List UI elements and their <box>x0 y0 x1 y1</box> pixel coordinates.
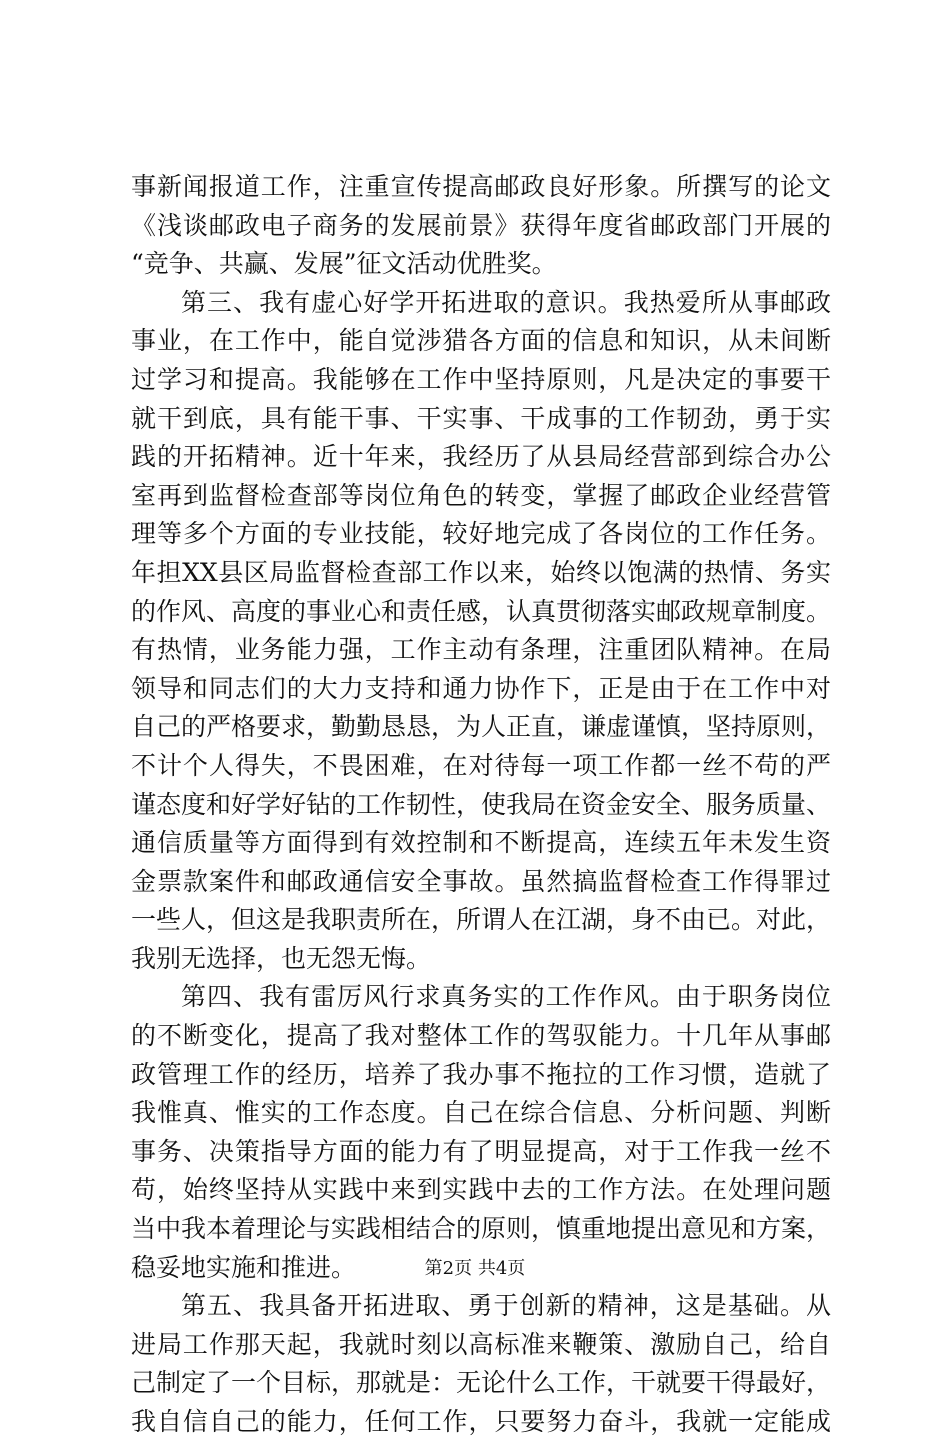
text-line: 的作风、高度的事业心和责任感，认真贯彻落实邮政规章制度。 <box>131 596 832 626</box>
text-line: 的不断变化，提高了我对整体工作的驾驭能力。十几年从事邮 <box>131 1021 831 1051</box>
text-line: 己制定了一个目标，那就是：无论什么工作，干就要干得最好， <box>131 1368 832 1398</box>
text-line: 我自信自己的能力，任何工作，只要努力奋斗，我就一定能成 <box>131 1407 831 1436</box>
text-line: 事务、决策指导方面的能力有了明显提高，对于工作我一丝不 <box>131 1136 831 1166</box>
text-line: 第五、我具备开拓进取、勇于创新的精神，这是基础。从 <box>181 1291 831 1321</box>
text-line: 践的开拓精神。近十年来，我经历了从县局经营部到综合办公 <box>131 442 831 472</box>
text-line: 通信质量等方面得到有效控制和不断提高，连续五年未发生资 <box>131 828 831 858</box>
text-line: 事新闻报道工作，注重宣传提高邮政良好形象。所撰写的论文 <box>131 172 831 201</box>
text-line: 过学习和提高。我能够在工作中坚持原则，凡是决定的事要干 <box>131 364 831 394</box>
text-line: 《浅谈邮政电子商务的发展前景》获得年度省邮政部门开展的 <box>131 210 831 240</box>
text-line: 金票款案件和邮政通信安全事故。虽然搞监督检查工作得罪过 <box>131 866 831 896</box>
text-line: 进局工作那天起，我就时刻以高标准来鞭策、激励自己，给自 <box>131 1329 831 1359</box>
page-number-label: 第2页 共4页 <box>424 1258 526 1279</box>
text-line: 自己的严格要求，勤勤恳恳，为人正直，谦虚谨慎，坚持原则， <box>131 712 832 742</box>
text-line: 苟，始终坚持从实践中来到实践中去的工作方法。在处理问题 <box>131 1175 831 1205</box>
text-line: 理等多个方面的专业技能，较好地完成了各岗位的工作任务。 <box>131 519 831 549</box>
text-line: 第三、我有虚心好学开拓进取的意识。我热爱所从事邮政 <box>181 287 831 317</box>
text-line: 我别无选择，也无怨无悔。 <box>131 943 432 973</box>
text-line: 就干到底，具有能干事、干实事、干成事的工作韧劲，勇于实 <box>131 403 831 433</box>
text-line: 事业，在工作中，能自觉涉猎各方面的信息和知识，从未间断 <box>131 326 831 356</box>
text-line: 一些人，但这是我职责所在，所谓人在江湖，身不由已。对此， <box>131 905 832 935</box>
text-line: 我惟真、惟实的工作态度。自己在综合信息、分析问题、判断 <box>131 1098 831 1128</box>
page-footer <box>0 1257 950 1281</box>
text-line: 室再到监督检查部等岗位角色的转变，掌握了邮政企业经营管 <box>131 480 831 510</box>
document-body <box>131 168 831 1442</box>
text-line: 年担XX县区局监督检查部工作以来，始终以饱满的热情、务实 <box>131 557 831 587</box>
text-line: 第四、我有雷厉风行求真务实的工作作风。由于职务岗位 <box>181 982 831 1012</box>
text-line: 不计个人得失，不畏困难，在对待每一项工作都一丝不苟的严 <box>131 750 831 780</box>
text-line: 稳妥地实施和推进。 <box>131 1252 357 1282</box>
text-line: 有热情，业务能力强，工作主动有条理，注重团队精神。在局 <box>131 635 831 665</box>
text-line: 政管理工作的经历，培养了我办事不拖拉的工作习惯，造就了 <box>131 1059 831 1089</box>
text-line: 谨态度和好学好钻的工作韧性，使我局在资金安全、服务质量、 <box>131 789 832 819</box>
text-line: “竞争、共赢、发展”征文活动优胜奖。 <box>131 249 557 279</box>
text-line: 领导和同志们的大力支持和通力协作下，正是由于在工作中对 <box>131 673 831 703</box>
text-line: 当中我本着理论与实践相结合的原则，慎重地提出意见和方案， <box>131 1214 832 1244</box>
